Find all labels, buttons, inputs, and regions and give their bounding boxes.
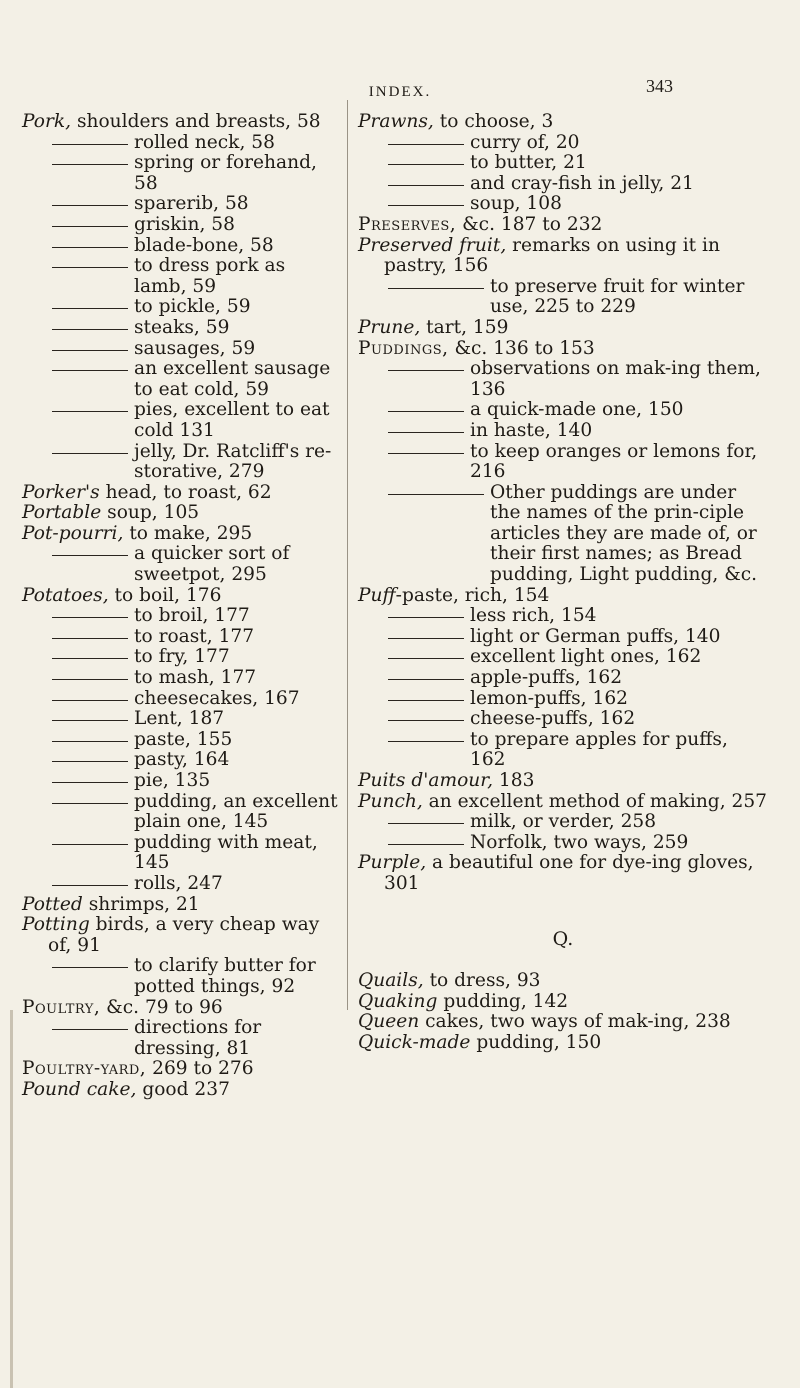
index-entry — [358, 1012, 768, 1033]
entry-keyword: Porker's — [22, 481, 100, 503]
index-subentry — [22, 689, 340, 710]
index-subentry — [22, 236, 340, 257]
ditto-rule — [52, 411, 128, 412]
index-subentry — [358, 174, 768, 195]
ditto-rule — [388, 370, 464, 371]
ditto-rule — [388, 411, 464, 412]
index-entry — [22, 998, 340, 1019]
entry-keyword: Potted — [22, 893, 83, 915]
index-subentry — [358, 812, 768, 833]
subentry-text: a quicker sort of sweetpot, 295 — [134, 543, 290, 586]
index-subentry — [358, 153, 768, 174]
entry-keyword: Preserved fruit, — [358, 234, 507, 256]
index-subentry — [22, 256, 340, 297]
ditto-rule — [52, 638, 128, 639]
ditto-rule — [388, 823, 464, 824]
subentry-text: apple-puffs, 162 — [470, 667, 623, 689]
index-subentry — [358, 442, 768, 483]
entry-text: &c. 187 to 232 — [456, 213, 603, 235]
index-subentry — [22, 297, 340, 318]
ditto-rule — [52, 308, 128, 309]
column-divider — [347, 100, 348, 1010]
subentry-text: blade-bone, 58 — [134, 234, 274, 256]
entry-keyword: Punch, — [358, 790, 423, 812]
index-subentry — [22, 730, 340, 751]
index-subentry — [22, 544, 340, 585]
entry-text: to dress, 93 — [423, 970, 541, 992]
index-subentry — [358, 730, 768, 771]
subentry-text: lemon-puffs, 162 — [470, 687, 628, 709]
index-entry — [358, 971, 768, 992]
ditto-rule — [52, 144, 128, 145]
subentry-text: to clarify butter for potted things, 92 — [134, 955, 316, 997]
subentry-text: and cray-fish in jelly, 21 — [470, 172, 694, 194]
entry-keyword: Pork, — [22, 111, 72, 132]
ditto-rule — [388, 617, 464, 618]
entry-text: shrimps, 21 — [82, 893, 200, 915]
ditto-rule — [388, 144, 464, 145]
index-subentry — [22, 318, 340, 339]
subentry-text: to mash, 177 — [134, 667, 257, 689]
entry-text: 183 — [493, 770, 535, 791]
index-entry — [22, 112, 340, 133]
index-subentry — [358, 133, 768, 154]
index-subentry — [358, 709, 768, 730]
ditto-rule — [52, 803, 128, 804]
index-subentry — [22, 215, 340, 236]
ditto-rule — [52, 741, 128, 742]
index-subentry — [22, 606, 340, 627]
subentry-text: directions for dressing, 81 — [134, 1017, 262, 1059]
index-subentry — [22, 359, 340, 400]
index-entry — [358, 792, 768, 813]
ditto-rule — [52, 1029, 128, 1030]
ditto-rule — [388, 453, 464, 454]
entry-keyword: Quails, — [358, 970, 424, 992]
entry-text: pudding, 142 — [437, 990, 569, 1012]
index-subentry — [358, 833, 768, 854]
subentry-text: milk, or verder, 258 — [470, 811, 657, 833]
ditto-rule — [52, 247, 128, 248]
subentry-text: pasty, 164 — [134, 749, 230, 771]
entry-keyword: Puits d'amour, — [358, 770, 494, 791]
ditto-rule — [388, 494, 484, 495]
subentry-text: to preserve fruit for winter use, 225 to 229 — [490, 275, 745, 318]
index-entry — [358, 853, 768, 894]
ditto-rule — [52, 370, 128, 371]
index-subentry — [358, 277, 768, 318]
entry-text: remarks on using it in pastry, 156 — [384, 234, 720, 277]
entry-text: -paste, rich, 154 — [395, 584, 550, 606]
entry-text: head, to roast, 62 — [99, 481, 272, 503]
entry-heading: Poultry-yard, — [22, 1058, 147, 1080]
ditto-rule — [388, 185, 464, 186]
subentry-text: pudding, an excellent plain one, 145 — [134, 790, 338, 833]
index-entry — [358, 771, 768, 792]
section-letter-q: Q. — [552, 927, 574, 950]
entry-text: pudding, 150 — [470, 1031, 602, 1053]
entry-keyword: Prawns, — [358, 111, 434, 132]
index-subentry — [22, 647, 340, 668]
ditto-rule — [52, 700, 128, 701]
index-entry — [22, 895, 340, 916]
index-entry — [22, 915, 340, 956]
ditto-rule — [52, 267, 128, 268]
index-entry — [22, 586, 340, 607]
ditto-rule — [52, 226, 128, 227]
ditto-rule — [52, 679, 128, 680]
ditto-rule — [388, 288, 484, 289]
subentry-text: paste, 155 — [134, 728, 233, 750]
ditto-rule — [388, 658, 464, 659]
page-edge-shadow — [10, 1010, 13, 1388]
subentry-text: sparerib, 58 — [134, 193, 249, 215]
ditto-rule — [52, 658, 128, 659]
subentry-text: an excellent sausage to eat cold, 59 — [134, 358, 331, 400]
subentry-text: to fry, 177 — [134, 646, 230, 668]
subentry-text: Norfolk, two ways, 259 — [470, 831, 689, 853]
entry-text: &c. 136 to 153 — [448, 337, 595, 359]
entry-keyword: Purple, — [358, 852, 427, 874]
right-column — [358, 112, 768, 1054]
index-entry — [358, 112, 768, 133]
subentry-text: spring or forehand, 58 — [134, 152, 317, 194]
subentry-text: a quick-made one, 150 — [470, 399, 684, 421]
ditto-rule — [52, 205, 128, 206]
page-number: 343 — [646, 76, 673, 96]
subentry-text: rolls, 247 — [134, 872, 223, 894]
index-entry — [22, 1059, 340, 1080]
index-entry — [22, 503, 340, 524]
entry-text: to make, 295 — [123, 522, 253, 544]
entry-keyword: Pot-pourri, — [22, 522, 124, 544]
subentry-text: less rich, 154 — [470, 605, 597, 627]
index-subentry — [22, 771, 340, 792]
index-entry — [22, 1080, 340, 1101]
ditto-rule — [52, 617, 128, 618]
ditto-rule — [52, 329, 128, 330]
subentry-text: griskin, 58 — [134, 213, 235, 235]
ditto-rule — [388, 205, 464, 206]
entry-text: good 237 — [136, 1078, 230, 1100]
subentry-text: to prepare apples for puffs, 162 — [470, 728, 728, 771]
index-entry — [358, 1033, 768, 1054]
index-subentry — [358, 483, 768, 586]
ditto-rule — [388, 720, 464, 721]
index-subentry — [358, 689, 768, 710]
index-subentry — [358, 359, 768, 400]
index-subentry — [22, 1018, 340, 1059]
entry-keyword: Potting — [22, 914, 90, 936]
subentry-text: to butter, 21 — [470, 152, 587, 174]
subentry-text: curry of, 20 — [470, 131, 580, 153]
entry-heading: Poultry, — [22, 996, 101, 1018]
index-entry — [358, 586, 768, 607]
index-subentry — [358, 421, 768, 442]
index-subentry — [22, 668, 340, 689]
ditto-rule — [388, 432, 464, 433]
index-subentry — [358, 606, 768, 627]
ditto-rule — [388, 638, 464, 639]
entry-text: birds, a very cheap way of, 91 — [48, 914, 320, 956]
subentry-text: jelly, Dr. Ratcliff's re-storative, 279 — [134, 440, 332, 483]
ditto-rule — [388, 679, 464, 680]
index-subentry — [358, 668, 768, 689]
entry-keyword: Puff — [358, 584, 396, 606]
index-subentry — [358, 627, 768, 648]
entry-text: cakes, two ways of mak-ing, 238 — [419, 1011, 731, 1033]
ditto-rule — [52, 453, 128, 454]
entry-keyword: Pound cake, — [22, 1078, 137, 1100]
entry-keyword: Queen — [358, 1011, 420, 1033]
ditto-rule — [52, 555, 128, 556]
entry-heading: Preserves, — [358, 213, 457, 235]
ditto-rule — [52, 844, 128, 845]
subentry-text: excellent light ones, 162 — [470, 646, 702, 668]
subentry-text: pies, excellent to eat cold 131 — [134, 399, 330, 441]
subentry-text: pudding with meat, 145 — [134, 831, 318, 874]
entry-text: shoulders and breasts, 58 — [71, 111, 321, 132]
ditto-rule — [52, 782, 128, 783]
index-subentry — [22, 153, 340, 194]
ditto-rule — [388, 741, 464, 742]
index-subentry — [22, 709, 340, 730]
subentry-text: rolled neck, 58 — [134, 131, 275, 153]
index-entry — [22, 524, 340, 545]
index-entry — [358, 215, 768, 236]
index-subentry — [22, 874, 340, 895]
subentry-text: in haste, 140 — [470, 419, 593, 441]
left-column — [22, 112, 340, 1101]
subentry-text: Other puddings are under the names of the prin-ciple articles they are made of, or their first names; as Bread pudding, Light pudding, &c. — [490, 481, 758, 586]
entry-text: a beautiful one for dye-ing gloves, 301 — [384, 852, 754, 894]
entry-text: tart, 159 — [420, 316, 509, 338]
index-subentry — [22, 833, 340, 874]
ditto-rule — [52, 885, 128, 886]
entry-keyword: Quick-made — [358, 1031, 471, 1053]
index-entry — [358, 992, 768, 1013]
ditto-rule — [52, 164, 128, 165]
entry-text: to boil, 176 — [108, 584, 222, 606]
entry-keyword: Quaking — [358, 990, 438, 1012]
entry-text: &c. 79 to 96 — [100, 996, 223, 1018]
entry-keyword: Prune, — [358, 316, 421, 338]
index-subentry — [358, 194, 768, 215]
subentry-text: observations on mak-ing them, 136 — [470, 358, 761, 400]
subentry-text: pie, 135 — [134, 770, 211, 791]
entry-text: to choose, 3 — [433, 111, 554, 132]
ditto-rule — [52, 967, 128, 968]
index-subentry — [22, 792, 340, 833]
index-entry — [358, 318, 768, 339]
ditto-rule — [52, 720, 128, 721]
subentry-text: light or German puffs, 140 — [470, 625, 721, 647]
ditto-rule — [388, 844, 464, 845]
entry-keyword: Portable — [22, 502, 102, 524]
ditto-rule — [52, 350, 128, 351]
subentry-text: to roast, 177 — [134, 625, 255, 647]
entry-text: soup, 105 — [101, 502, 200, 524]
subentry-text: Lent, 187 — [134, 708, 225, 730]
index-entry — [358, 236, 768, 277]
entry-text: 269 to 276 — [146, 1058, 254, 1080]
index-entry — [22, 483, 340, 504]
index-subentry — [22, 400, 340, 441]
subentry-text: steaks, 59 — [134, 316, 230, 338]
ditto-rule — [388, 164, 464, 165]
entry-text: an excellent method of making, 257 — [422, 790, 768, 812]
index-subentry — [22, 133, 340, 154]
subentry-text: cheese-puffs, 162 — [470, 708, 636, 730]
ditto-rule — [388, 700, 464, 701]
index-subentry — [22, 339, 340, 360]
entry-keyword: Potatoes, — [22, 584, 109, 606]
index-subentry — [358, 400, 768, 421]
ditto-rule — [52, 761, 128, 762]
subentry-text: soup, 108 — [470, 193, 562, 215]
running-header: INDEX. — [368, 84, 432, 100]
subentry-text: to dress pork as lamb, 59 — [134, 255, 286, 297]
index-subentry — [22, 442, 340, 483]
subentry-text: to broil, 177 — [134, 605, 250, 627]
subentry-text: to pickle, 59 — [134, 296, 251, 318]
index-subentry — [22, 194, 340, 215]
index-subentry — [22, 627, 340, 648]
entry-heading: Puddings, — [358, 337, 449, 359]
index-entry — [358, 339, 768, 360]
index-subentry — [22, 956, 340, 997]
subentry-text: to keep oranges or lemons for, 216 — [470, 440, 758, 483]
index-subentry — [358, 647, 768, 668]
subentry-text: sausages, 59 — [134, 337, 256, 359]
subentry-text: cheesecakes, 167 — [134, 687, 300, 709]
index-subentry — [22, 750, 340, 771]
